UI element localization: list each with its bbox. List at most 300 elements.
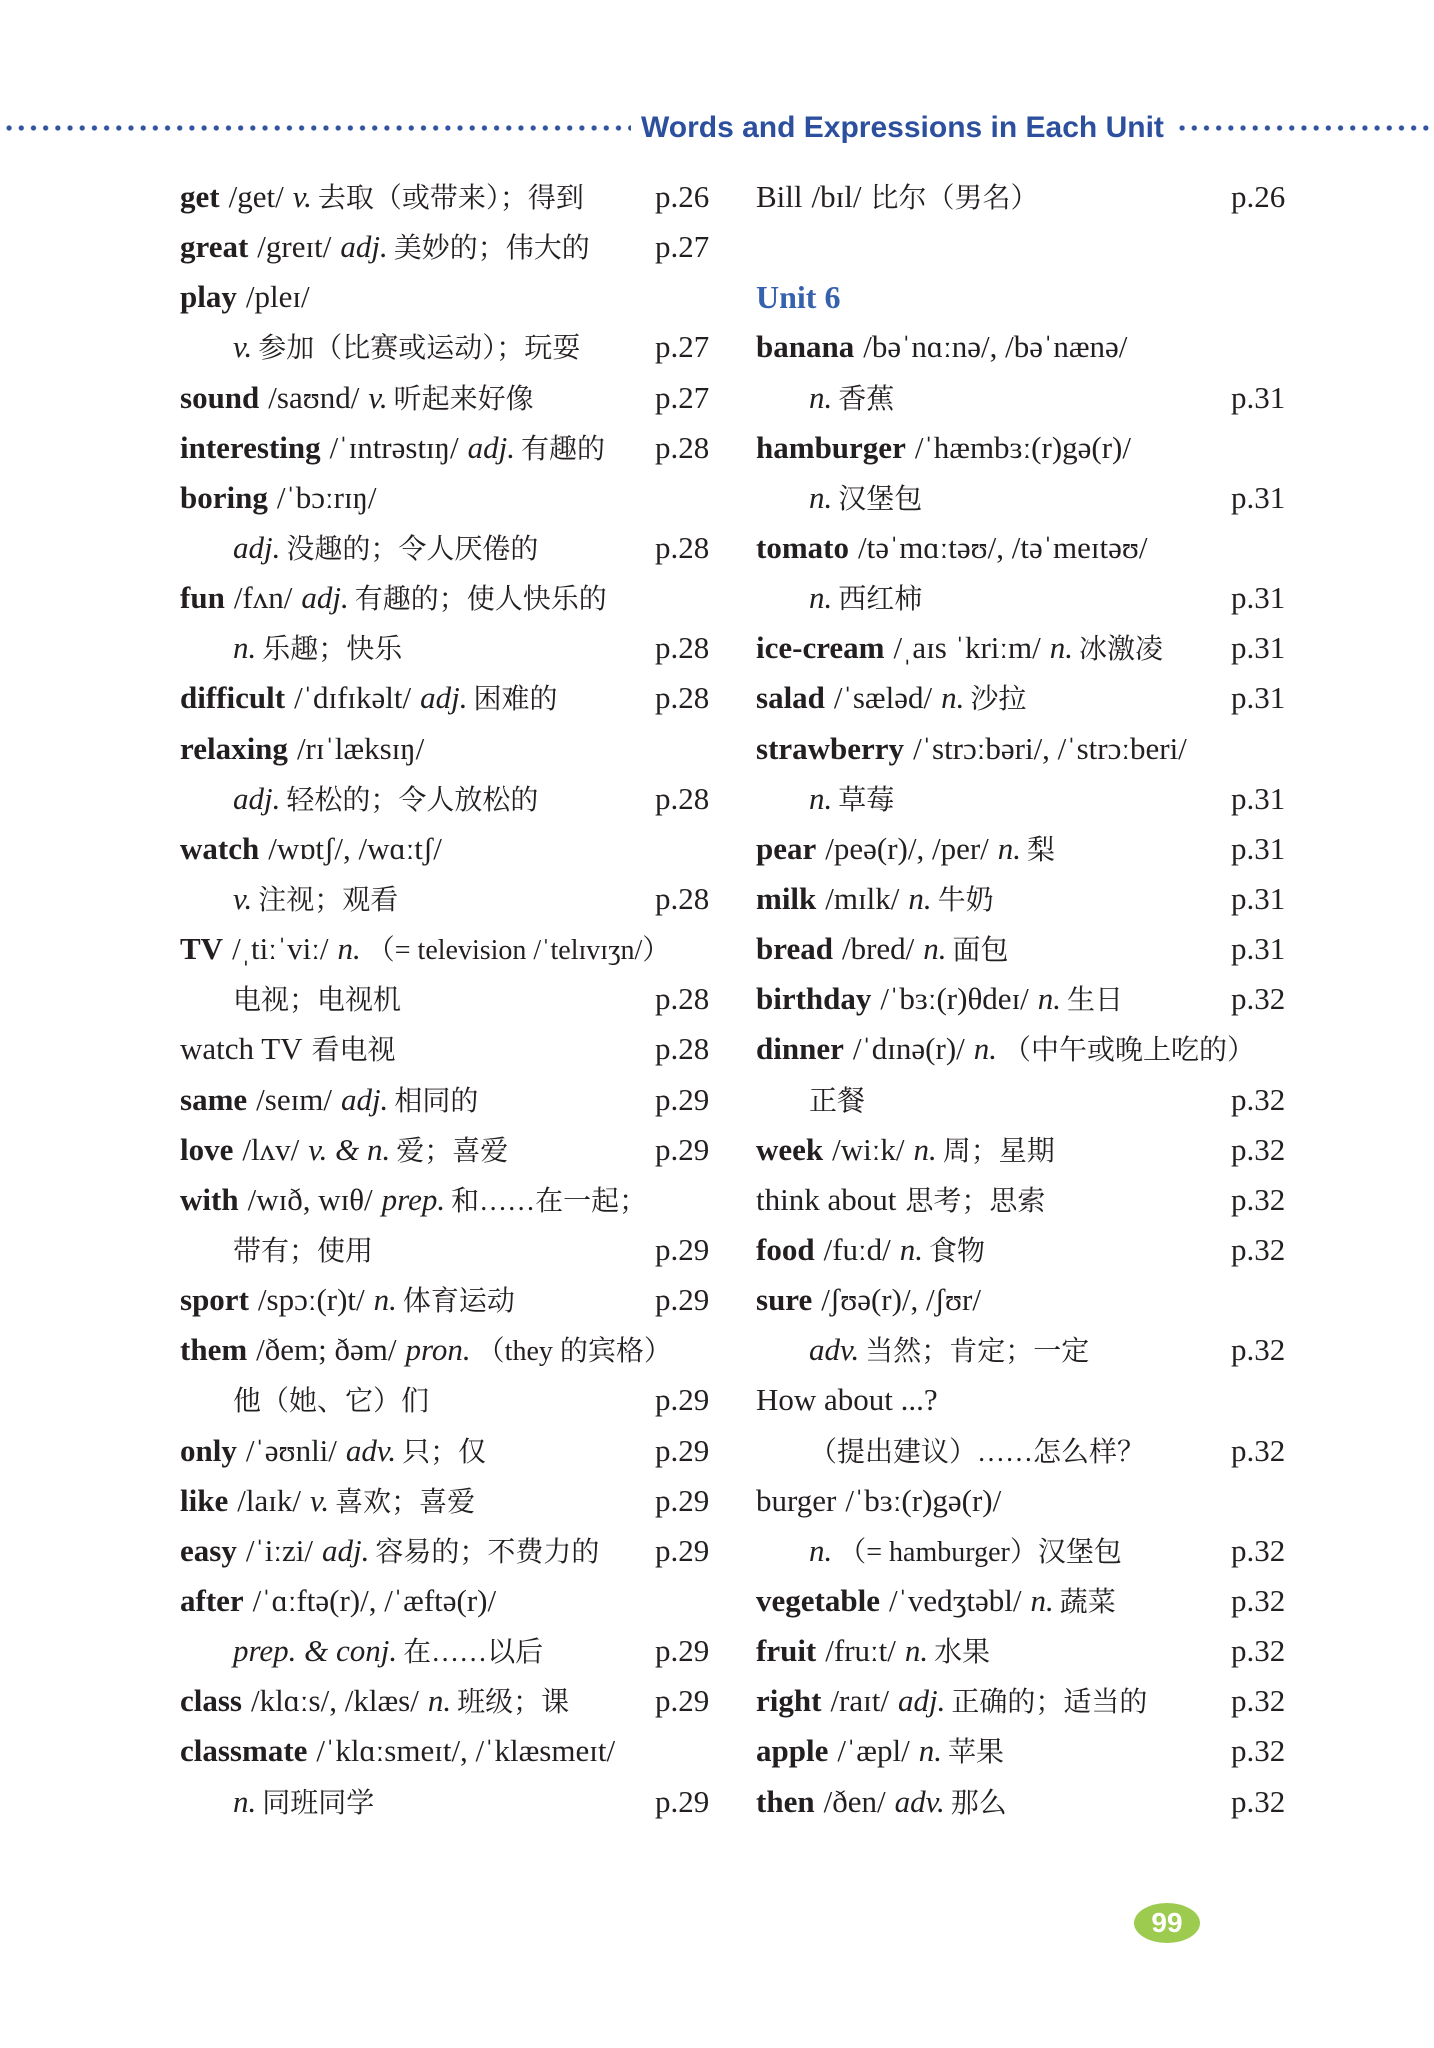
headword: hamburger [756,429,906,465]
part-of-speech: n. [923,931,947,967]
phonetic: /raɪt/ [830,1683,889,1719]
page-reference: p.32 [1231,1131,1286,1167]
vocab-entry [180,1426,740,1476]
definition: （they 的宾格） [476,1336,672,1368]
entry-continuation [180,1626,740,1676]
phonetic: /ˌtiːˈviː/ [232,931,329,967]
part-of-speech: n. [918,1733,942,1769]
part-of-speech: adj. [301,580,349,616]
phonetic: /ðen/ [823,1783,886,1819]
entry-continuation [180,623,740,673]
part-of-speech: adj. [420,680,468,716]
part-of-speech: n. [997,830,1022,866]
definition: 相同的 [394,1085,479,1117]
definition: 美妙的；伟大的 [393,233,590,265]
headword: with [180,1181,239,1217]
headword: dinner [756,1031,844,1067]
headword: think about [756,1181,897,1217]
vocab-entry [180,473,740,523]
headword: strawberry [756,730,905,766]
headword: sport [180,1282,249,1318]
headword: sure [756,1282,813,1318]
phonetic: /ˈæpl/ [837,1733,910,1769]
part-of-speech: adj. [897,1683,946,1719]
headword: interesting [180,429,321,465]
part-of-speech: adj. [467,429,515,465]
definition: 在……以后 [403,1637,544,1669]
page-reference: p.31 [1231,830,1286,866]
page-reference: p.29 [655,1532,710,1568]
phonetic: /təˈmɑːtəʊ/, /təˈmeɪtəʊ/ [857,529,1148,565]
entry-continuation [180,774,740,824]
vocab-entry [756,974,1316,1024]
part-of-speech: adv. [894,1783,945,1819]
page-reference: p.29 [655,1382,710,1418]
page-reference: p.29 [655,1131,710,1167]
definition: 生日 [1067,985,1124,1017]
page-reference: p.32 [1231,1532,1286,1568]
page-reference: p.31 [1231,630,1286,666]
headword: classmate [180,1733,308,1769]
definition: 参加（比赛或运动）；玩耍 [258,333,581,365]
headword: TV [180,931,224,967]
phonetic: /ðem; ðəm/ [256,1332,397,1368]
phonetic: /mɪlk/ [825,880,900,916]
definition: 梨 [1027,834,1056,866]
definition: （= television /ˈtelɪvɪʒn/） [366,935,671,967]
page-reference: p.32 [1231,1332,1286,1368]
headword: after [180,1582,244,1618]
part-of-speech: n. [913,1131,937,1167]
phonetic: /pleɪ/ [245,279,310,315]
phonetic: /lʌv/ [242,1131,300,1167]
phonetic: /spɔː(r)t/ [257,1282,365,1318]
definition: 正餐 [809,1085,866,1117]
vocab-entry [756,673,1316,723]
vocab-entry [180,1075,740,1125]
part-of-speech: adv. [345,1432,397,1468]
page-reference: p.29 [655,1633,710,1669]
vocab-entry [756,623,1316,673]
entry-continuation [180,974,740,1024]
entry-continuation [756,1325,1316,1375]
part-of-speech: adj. [321,1532,370,1568]
part-of-speech: v. [292,179,312,214]
vocab-entry [180,1275,740,1325]
definition: 面包 [952,935,1009,967]
part-of-speech: n. [1037,981,1062,1017]
vocab-entry [756,1576,1316,1626]
phonetic: /fruːt/ [825,1633,896,1669]
part-of-speech: adj. [340,1081,389,1117]
headword: right [756,1683,822,1719]
entry-continuation [756,573,1316,623]
definition: 周；星期 [942,1135,1055,1167]
headword: like [180,1482,229,1518]
vocab-entry [756,874,1316,924]
entry-continuation [756,1426,1316,1476]
definition: 有趣的 [521,433,606,465]
phonetic: /ˌaɪs ˈkriːm/ [893,630,1041,666]
part-of-speech: v. [233,880,253,916]
page-reference: p.29 [655,1081,710,1117]
definition: 思考；思索 [905,1185,1046,1217]
page-reference: p.29 [655,1482,710,1518]
headword: week [756,1131,824,1167]
phonetic: /wiːk/ [832,1131,905,1167]
vocab-entry [756,523,1316,573]
entry-continuation [180,874,740,924]
definition: 喜欢；喜爱 [335,1486,476,1518]
phonetic: /wɪð, wɪθ/ [247,1181,373,1217]
vocab-entry [180,724,740,774]
definition: 和……在一起； [451,1185,648,1217]
headword: same [180,1081,248,1117]
vocab-entry [756,1024,1316,1074]
vocab-entry [756,172,1316,222]
entry-continuation [180,1225,740,1275]
header-dots-right [1176,122,1434,134]
definition: 沙拉 [970,684,1027,716]
vocab-entry [756,1275,1316,1325]
page-reference: p.32 [1231,1783,1286,1819]
headword: Bill [756,179,803,214]
part-of-speech: v. & n. [308,1131,391,1167]
definition: 当然；肯定；一定 [865,1336,1090,1368]
part-of-speech: n. [809,580,833,616]
vocab-entry [180,1676,740,1726]
headword: love [180,1131,234,1167]
headword: fun [180,580,225,616]
vocab-entry [756,1125,1316,1175]
phonetic: /ˈəʊnli/ [245,1432,337,1468]
entry-continuation [180,523,740,573]
headword: sound [180,379,260,415]
definition: 草莓 [838,784,895,816]
headword: only [180,1432,237,1468]
vocab-entry [756,924,1316,974]
definition: 没趣的；令人厌倦的 [286,533,539,565]
part-of-speech: n. [908,880,932,916]
entry-continuation [756,473,1316,523]
part-of-speech: v. [309,1482,330,1518]
entry-continuation [756,1075,1316,1125]
page-reference: p.32 [1231,981,1286,1017]
part-of-speech: n. [809,1532,833,1568]
definition: 只；仅 [402,1436,487,1468]
part-of-speech: n. [373,1282,397,1318]
page-reference: p.32 [1231,1683,1286,1719]
headword: easy [180,1532,237,1568]
vocab-entry [756,1626,1316,1676]
phonetic: /get/ [228,179,284,214]
page-reference: p.31 [1231,780,1286,816]
vocab-entry [180,1325,740,1375]
vocab-entry [180,1125,740,1175]
definition: 带有；使用 [233,1235,374,1267]
header-title: Words and Expressions in Each Unit [641,111,1164,144]
phonetic: /peə(r)/, /per/ [825,830,989,866]
vocab-entry [180,373,740,423]
phonetic: /fʌn/ [233,580,293,616]
part-of-speech: n. [899,1231,923,1267]
phonetic: /bred/ [841,931,915,967]
phonetic: /saʊnd/ [268,379,360,415]
phonetic: /fuːd/ [823,1231,891,1267]
headword: milk [756,880,817,916]
page-reference: p.29 [655,1231,710,1267]
phonetic: /ˈklɑːsmeɪt/, /ˈklæsmeɪt/ [316,1733,616,1769]
page-reference: p.27 [655,329,710,365]
definition: 班级；课 [457,1687,570,1719]
phonetic: /rɪˈlæksɪŋ/ [296,730,425,766]
definition: 电视；电视机 [233,985,402,1017]
part-of-speech: n. [904,1633,929,1669]
definition: 食物 [929,1235,986,1267]
definition: 香蕉 [838,383,895,415]
vocab-entry [756,1777,1316,1827]
phonetic: /bəˈnɑːnə/, /bəˈnænə/ [863,329,1128,365]
definition: 注视；观看 [258,884,399,916]
definition: 看电视 [311,1035,396,1067]
page-reference: p.26 [655,179,710,214]
vocab-entry [756,1175,1316,1225]
headword: fruit [756,1633,817,1669]
part-of-speech: n. [1030,1582,1054,1618]
entry-continuation [180,1777,740,1827]
part-of-speech: adv. [809,1332,860,1368]
definition: 听起来好像 [393,383,534,415]
part-of-speech: n. [233,1783,257,1819]
page-reference: p.28 [655,981,710,1017]
page-number-badge: 99 [1134,1903,1200,1943]
definition: 容易的；不费力的 [375,1536,600,1568]
definition: 困难的 [473,684,558,716]
headword: them [180,1332,248,1368]
part-of-speech: n. [973,1031,997,1067]
definition: 冰激凌 [1078,634,1163,666]
vocab-entry [756,423,1316,473]
definition: 乐趣；快乐 [262,634,403,666]
definition: 西红柿 [838,584,923,616]
phonetic: /ˈhæmbɜː(r)gə(r)/ [914,429,1131,465]
part-of-speech: pron. [405,1332,471,1368]
vocab-entry [756,1676,1316,1726]
headword: watch [180,830,260,866]
page-reference: p.31 [1231,680,1286,716]
page-reference: p.26 [1231,179,1286,214]
phonetic: /ˈvedʒtəbl/ [888,1582,1022,1618]
headword: apple [756,1733,829,1769]
phonetic: /ˈbɜː(r)θdeɪ/ [880,981,1029,1017]
blank-line [756,222,1316,272]
definition: 牛奶 [937,884,994,916]
part-of-speech: n. [809,379,833,415]
page-reference: p.31 [1231,580,1286,616]
page-reference: p.32 [1231,1181,1286,1217]
vocab-entry [180,1526,740,1576]
part-of-speech: adj. [233,529,281,565]
page-reference: p.28 [655,630,710,666]
definition: 那么 [950,1787,1007,1819]
headword: banana [756,329,855,365]
phonetic: /ˈiːzi/ [245,1532,313,1568]
vocab-entry [180,673,740,723]
page-reference: p.29 [655,1783,710,1819]
headword: relaxing [180,730,288,766]
page-reference: p.31 [1231,479,1286,515]
part-of-speech: n. [809,780,833,816]
phonetic: /ˈstrɔːbəri/, /ˈstrɔːberi/ [913,730,1187,766]
phonetic: /ˈɪntrəstɪŋ/ [329,429,459,465]
vocab-entry [180,1024,740,1074]
part-of-speech: adj. [233,780,281,816]
vocab-entry [756,322,1316,372]
phonetic: /ˈbɔːrɪŋ/ [276,479,377,515]
vocab-entry [180,272,740,322]
part-of-speech: prep. & conj. [233,1633,398,1669]
definition: 轻松的；令人放松的 [286,784,539,816]
part-of-speech: prep. [381,1181,446,1217]
vocab-entry [180,573,740,623]
vocab-entry [756,724,1316,774]
definition: 同班同学 [262,1787,375,1819]
page-reference: p.31 [1231,931,1286,967]
vocab-entry [756,824,1316,874]
headword: watch TV [180,1031,303,1067]
definition: 正确的；适当的 [951,1687,1148,1719]
part-of-speech: n. [233,630,257,666]
entry-continuation [180,1375,740,1425]
definition: 蔬菜 [1059,1586,1116,1618]
header-dots-left [3,122,631,134]
vocab-entry [756,1726,1316,1776]
page-reference: p.31 [1231,880,1286,916]
headword: birthday [756,981,872,1017]
phonetic: /klɑːs/, /klæs/ [251,1683,419,1719]
headword: class [180,1683,242,1719]
page-reference: p.28 [655,1031,710,1067]
phonetic: /ˈdɪfɪkəlt/ [294,680,412,716]
phonetic: /laɪk/ [237,1482,301,1518]
definition: 他（她、它）们 [233,1386,430,1418]
page-reference: p.27 [655,229,710,265]
part-of-speech: n. [809,479,833,515]
part-of-speech: n. [427,1683,452,1719]
part-of-speech: v. [368,379,388,415]
page-reference: p.28 [655,880,710,916]
definition: 体育运动 [402,1286,515,1318]
vocab-entry [180,1175,740,1225]
vocab-entry [180,1726,740,1776]
page-reference: p.32 [1231,1733,1286,1769]
page-reference: p.28 [655,529,710,565]
headword: then [756,1783,815,1819]
part-of-speech: n. [1049,630,1073,666]
unit-heading: Unit 6 [756,279,841,316]
page-reference: p.31 [1231,379,1286,415]
vocab-entry [180,1476,740,1526]
part-of-speech: adj. [340,229,388,265]
part-of-speech: n. [337,931,361,967]
vocab-entry [756,1225,1316,1275]
definition: 爱；喜爱 [396,1135,509,1167]
entry-continuation [756,774,1316,824]
headword: boring [180,479,268,515]
page-reference: p.27 [655,379,710,415]
entry-continuation [180,322,740,372]
running-header [0,110,1434,146]
headword: great [180,229,249,265]
vocab-entry [756,1375,1316,1425]
headword: vegetable [756,1582,880,1618]
headword: tomato [756,529,849,565]
headword: play [180,279,237,315]
phonetic: /ˈɑːftə(r)/, /ˈæftə(r)/ [252,1582,497,1618]
definition: （提出建议）……怎么样？ [809,1436,1146,1468]
page-reference: p.28 [655,780,710,816]
vocab-entry [180,172,740,222]
headword: food [756,1231,815,1267]
vocab-entry [180,1576,740,1626]
page-reference: p.29 [655,1432,710,1468]
page-reference: p.32 [1231,1633,1286,1669]
definition: 汉堡包 [838,483,923,515]
phonetic: /ˈbɜː(r)gə(r)/ [845,1482,1002,1518]
definition: 苹果 [947,1737,1004,1769]
phonetic: /ˈsæləd/ [833,680,933,716]
phonetic: /ˈdɪnə(r)/ [852,1031,965,1067]
page-reference: p.32 [1231,1582,1286,1618]
definition: 去取（或带来）；得到 [317,183,584,214]
page-reference: p.29 [655,1683,710,1719]
part-of-speech: v. [233,329,253,365]
phonetic: /wɒtʃ/, /wɑːtʃ/ [268,830,442,866]
page-reference: p.29 [655,1282,710,1318]
page-reference: p.32 [1231,1432,1286,1468]
phonetic: /greɪt/ [257,229,332,265]
definition: （中午或晚上吃的） [1003,1035,1256,1067]
vocab-entry [756,1476,1316,1526]
unit-heading-row [756,272,1316,322]
page-reference: p.28 [655,680,710,716]
headword: burger [756,1482,837,1518]
headword: ice-cream [756,630,885,666]
headword: How about ...? [756,1382,938,1418]
headword: bread [756,931,833,967]
headword: salad [756,680,825,716]
left-vocabulary-column [180,172,740,1827]
phonetic: /seɪm/ [256,1081,332,1117]
vocab-entry [180,423,740,473]
headword: get [180,179,220,214]
phonetic: /bɪl/ [811,179,862,214]
page-reference: p.32 [1231,1231,1286,1267]
headword: difficult [180,680,286,716]
part-of-speech: n. [941,680,965,716]
page-reference: p.28 [655,429,710,465]
entry-continuation [756,1526,1316,1576]
right-vocabulary-column [756,172,1316,1827]
vocab-entry [180,824,740,874]
vocab-entry [180,222,740,272]
headword: pear [756,830,817,866]
definition: 比尔（男名） [870,183,1039,214]
definition: 水果 [934,1637,991,1669]
page-reference: p.32 [1231,1081,1286,1117]
phonetic: /ʃʊə(r)/, /ʃʊr/ [821,1282,981,1318]
definition: 有趣的；使人快乐的 [354,584,607,616]
